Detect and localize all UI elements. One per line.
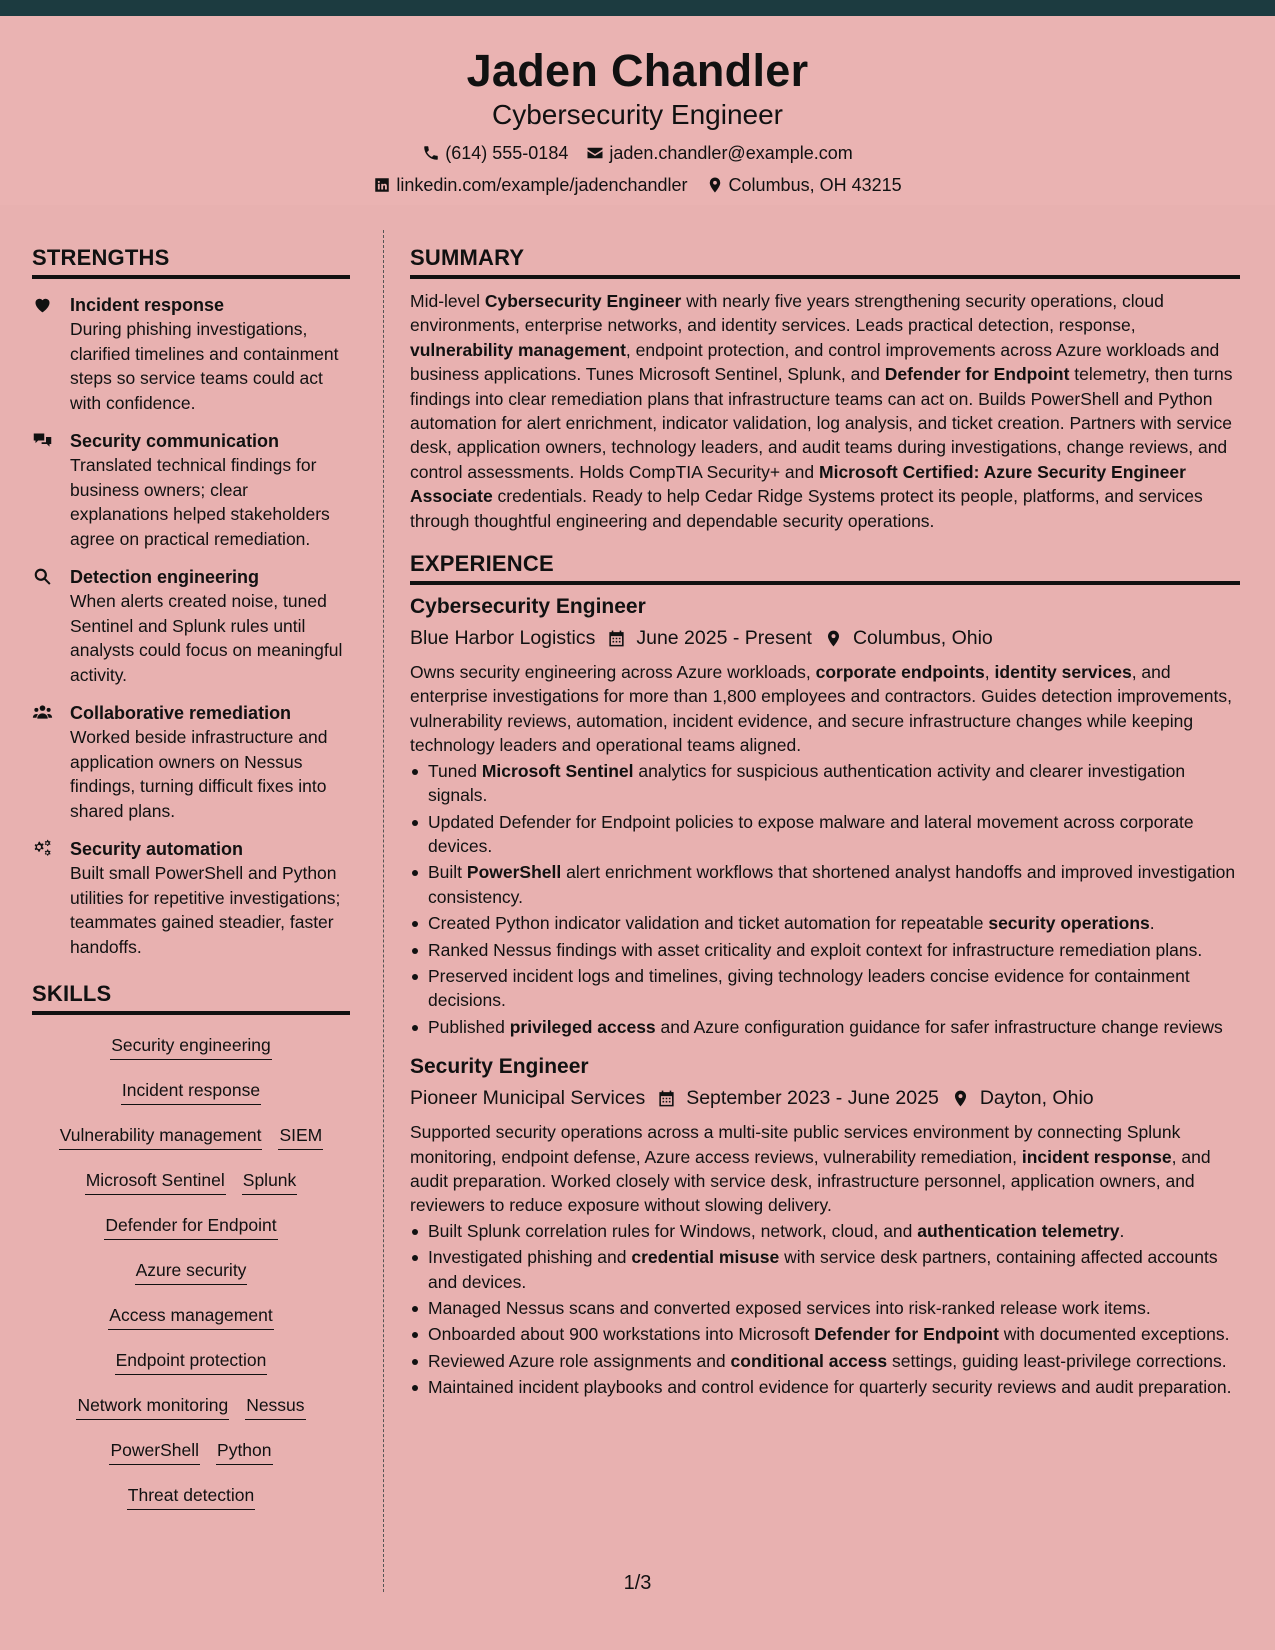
skill-row <box>32 1385 350 1430</box>
skill-tag: PowerShell <box>109 1438 200 1465</box>
strength-item <box>32 837 350 959</box>
skill-tag: Threat detection <box>127 1483 255 1510</box>
skills-list <box>32 1025 350 1520</box>
gears-icon <box>32 838 53 859</box>
strength-item <box>32 429 350 551</box>
skill-row <box>32 1250 350 1295</box>
skill-row <box>32 1115 350 1160</box>
linkedin-contact[interactable] <box>373 174 687 196</box>
skill-row <box>32 1430 350 1475</box>
skill-row <box>32 1205 350 1250</box>
skill-tag: Vulnerability management <box>59 1123 263 1150</box>
column-divider <box>383 230 384 1592</box>
skill-row <box>32 1295 350 1340</box>
job-bullet: Built PowerShell alert enrichment workflows that shortened analyst handoffs and improved investigation consistency. <box>410 860 1240 909</box>
skill-row <box>32 1070 350 1115</box>
job-location-text: Columbus, Ohio <box>852 627 993 650</box>
envelope-icon <box>586 144 604 162</box>
map-pin-icon <box>824 629 843 648</box>
job-location <box>939 1084 1094 1112</box>
skill-row <box>32 1025 350 1070</box>
skill-row <box>32 1340 350 1385</box>
strength-title: Collaborative remediation <box>70 703 292 723</box>
linkedin-text: linkedin.com/example/jadenchandler <box>396 175 688 195</box>
job-company: Pioneer Municipal Services <box>410 1087 646 1110</box>
job-bullets <box>410 759 1240 1039</box>
phone-icon <box>422 144 440 162</box>
heart-icon <box>32 294 53 315</box>
top-accent-bar <box>0 0 1275 16</box>
right-column <box>410 245 1240 1402</box>
strength-description: During phishing investigations, clarified timelines and containment steps so service teams could act with confidence. <box>70 319 339 413</box>
strength-description: When alerts created noise, tuned Sentinel and Splunk rules until analysts could focus on meaningful activity. <box>70 591 343 685</box>
job-bullet: Preserved incident logs and timelines, giving technology leaders concise evidence for containment decisions. <box>410 964 1240 1013</box>
strength-icon-wrap <box>32 429 70 551</box>
job-bullet: Onboarded about 900 workstations into Microsoft Defender for Endpoint with documented exceptions. <box>410 1322 1240 1346</box>
job-title: Cybersecurity Engineer <box>410 595 646 619</box>
skill-row <box>32 1475 350 1520</box>
job-company: Blue Harbor Logistics <box>410 627 596 650</box>
job-dates-text: June 2025 - Present <box>636 627 812 650</box>
location-contact <box>706 174 902 196</box>
phone-text: (614) 555-0184 <box>445 143 569 163</box>
strength-item <box>32 293 350 415</box>
skill-tag: Nessus <box>245 1393 305 1420</box>
strength-title: Incident response <box>70 295 225 315</box>
job-bullet: Ranked Nessus findings with asset criticality and exploit context for infrastructure remediation plans. <box>410 938 1240 962</box>
phone-contact[interactable] <box>422 142 568 164</box>
job-title: Security Engineer <box>410 1055 589 1079</box>
summary-heading: SUMMARY <box>410 245 1240 279</box>
skill-tag: Splunk <box>242 1168 298 1195</box>
linkedin-icon <box>373 176 391 194</box>
job-entry <box>410 1053 1240 1399</box>
resume-header <box>0 16 1275 205</box>
experience-heading: EXPERIENCE <box>410 551 1240 585</box>
location-text: Columbus, OH 43215 <box>728 175 902 195</box>
search-icon <box>32 566 53 587</box>
users-icon <box>32 702 53 723</box>
summary-text: Mid-level Cybersecurity Engineer with nearly five years strengthening security operations, cloud environments, enterprise networks, and identity services. Leads practical detection, response, vulnerability management, endpoint protection, and control improvements across Azure workloads and business applications. Tunes Microsoft Sentinel, Splunk, and Defender for Endpoint telemetry, then turns findings into clear remediation plans that infrastructure teams can act on. Builds PowerShell and Python automation for alert enrichment, indicator validation, log analysis, and ticket creation. Partners with service desk, application owners, technology leaders, and audit teams during investigations, change reviews, and control assessments. Holds CompTIA Security+ and Microsoft Certified: Azure Security Engineer Associate credentials. Ready to help Cedar Ridge Systems protect its people, platforms, and services through thoughtful engineering and dependable security operations. <box>410 291 1233 531</box>
chat-bubbles-icon <box>32 430 53 451</box>
contact-row-2 <box>0 174 1275 196</box>
skill-tag: Microsoft Sentinel <box>85 1168 226 1195</box>
map-pin-icon <box>706 176 724 194</box>
candidate-name: Jaden Chandler <box>466 45 809 96</box>
job-dates <box>645 1084 939 1112</box>
job-location <box>812 624 993 652</box>
contact-row-1 <box>0 142 1275 164</box>
strength-body <box>70 565 350 687</box>
skill-tag: SIEM <box>278 1123 323 1150</box>
job-bullet: Tuned Microsoft Sentinel analytics for suspicious authentication activity and clearer investigation signals. <box>410 759 1240 808</box>
job-description: Supported security operations across a multi-site public services environment by connecting Splunk monitoring, endpoint defense, Azure access reviews, vulnerability remediation, incident response, and audit preparation. Worked closely with service desk, infrastructure personnel, application owners, and reviewers to reduce exposure without slowing delivery. <box>410 1122 1211 1216</box>
strength-body <box>70 701 350 823</box>
strength-icon-wrap <box>32 293 70 415</box>
strength-icon-wrap <box>32 701 70 823</box>
strengths-heading: STRENGTHS <box>32 245 350 279</box>
skill-tag: Python <box>216 1438 272 1465</box>
job-bullet: Updated Defender for Endpoint policies to expose malware and lateral movement across corporate devices. <box>410 810 1240 859</box>
strength-title: Security automation <box>70 839 244 859</box>
calendar-icon <box>657 1089 676 1108</box>
job-meta <box>410 1084 1240 1112</box>
skill-row <box>32 1160 350 1205</box>
strength-description: Worked beside infrastructure and application owners on Nessus findings, turning difficult fixes into shared plans. <box>70 727 328 821</box>
calendar-icon <box>607 629 626 648</box>
strength-item <box>32 701 350 823</box>
strength-body <box>70 837 350 959</box>
job-bullet: Reviewed Azure role assignments and conditional access settings, guiding least-privilege corrections. <box>410 1349 1240 1373</box>
skill-tag: Network monitoring <box>76 1393 229 1420</box>
job-bullet: Investigated phishing and credential misuse with service desk partners, containing affected accounts and devices. <box>410 1245 1240 1294</box>
strength-icon-wrap <box>32 837 70 959</box>
strength-title: Security communication <box>70 431 280 451</box>
skill-tag: Security engineering <box>110 1033 272 1060</box>
job-dates <box>595 624 812 652</box>
candidate-title: Cybersecurity Engineer <box>491 99 784 130</box>
job-bullets <box>410 1219 1240 1400</box>
job-description: Owns security engineering across Azure workloads, corporate endpoints, identity services, and enterprise investigations for more than 1,800 employees and contractors. Guides detection improvements, vulnerability reviews, automation, incident evidence, and secure infrastructure changes while keeping technology leaders and operational teams aligned. <box>410 662 1232 756</box>
strength-description: Translated technical findings for business owners; clear explanations helped stakeholders agree on practical remediation. <box>70 455 330 549</box>
strength-body <box>70 429 350 551</box>
job-bullet: Maintained incident playbooks and control evidence for quarterly security reviews and audit preparation. <box>410 1375 1240 1399</box>
job-bullet: Published privileged access and Azure configuration guidance for safer infrastructure change reviews <box>410 1015 1240 1039</box>
job-location-text: Dayton, Ohio <box>979 1087 1094 1110</box>
page-number: 1/3 <box>623 1572 652 1594</box>
skill-tag: Azure security <box>135 1258 248 1285</box>
email-text: jaden.chandler@example.com <box>609 143 853 163</box>
email-contact[interactable] <box>586 142 852 164</box>
skill-tag: Access management <box>108 1303 273 1330</box>
left-column <box>32 245 350 1520</box>
job-dates-text: September 2023 - June 2025 <box>686 1087 939 1110</box>
strengths-list <box>32 293 350 959</box>
strength-title: Detection engineering <box>70 567 260 587</box>
skill-tag: Defender for Endpoint <box>104 1213 277 1240</box>
skills-heading: SKILLS <box>32 981 350 1015</box>
strength-item <box>32 565 350 687</box>
experience-list <box>410 593 1240 1400</box>
job-meta <box>410 624 1240 652</box>
map-pin-icon <box>951 1089 970 1108</box>
job-bullet: Created Python indicator validation and ticket automation for repeatable security operations. <box>410 911 1240 935</box>
strength-icon-wrap <box>32 565 70 687</box>
skill-tag: Incident response <box>121 1078 261 1105</box>
strength-description: Built small PowerShell and Python utilities for repetitive investigations; teammates gained steadier, faster handoffs. <box>70 863 341 957</box>
skill-tag: Endpoint protection <box>115 1348 268 1375</box>
strength-body <box>70 293 350 415</box>
job-bullet: Managed Nessus scans and converted exposed services into risk-ranked release work items. <box>410 1296 1240 1320</box>
job-bullet: Built Splunk correlation rules for Windows, network, cloud, and authentication telemetry. <box>410 1219 1240 1243</box>
job-entry <box>410 593 1240 1039</box>
